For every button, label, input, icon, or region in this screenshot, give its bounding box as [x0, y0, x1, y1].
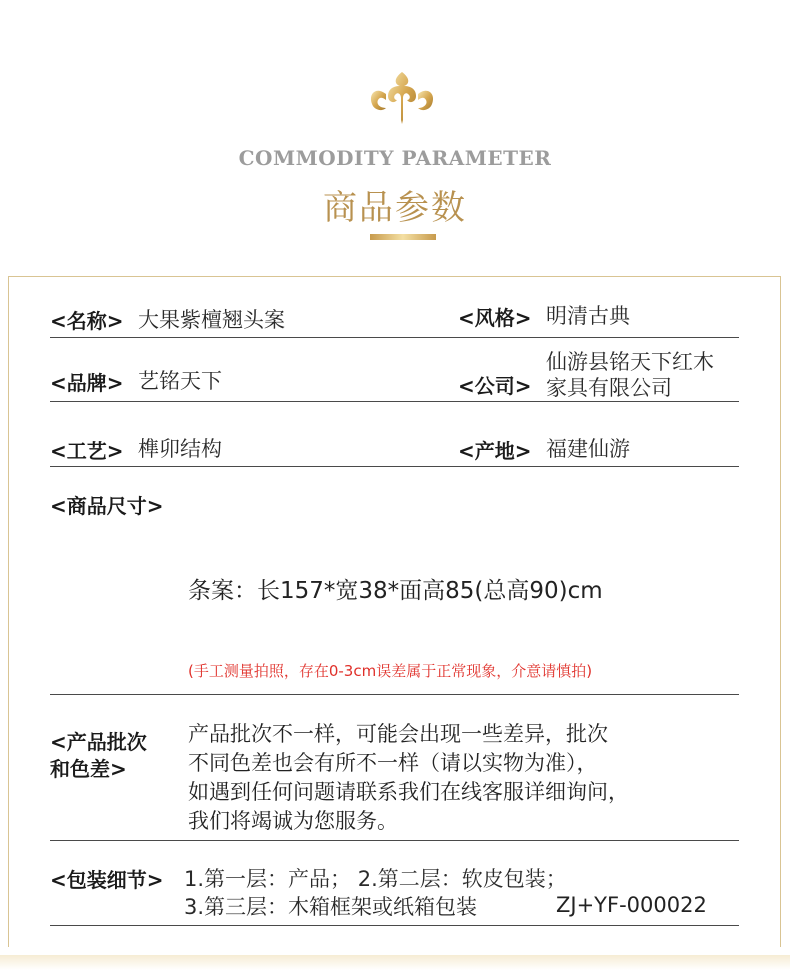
packaging-label: <包装细节>	[50, 868, 164, 892]
name-value: 大果紫檀翘头案	[138, 308, 285, 332]
origin-value: 福建仙游	[546, 437, 630, 461]
brand-value: 艺铭天下	[138, 369, 222, 393]
size-label: <商品尺寸>	[50, 494, 164, 518]
brand-label: <品牌>	[50, 371, 124, 395]
batch-paragraph	[188, 720, 629, 836]
english-section-title: COMMODITY PARAMETER	[238, 146, 552, 170]
company-value-line1: 仙游县铭天下红木	[546, 350, 714, 374]
batch-line: 如遇到任何问题请联系我们在线客服详细询问，	[188, 780, 629, 804]
craft-label: <工艺>	[50, 439, 124, 463]
row-divider	[50, 401, 739, 402]
batch-line: 我们将竭诚为您服务。	[188, 809, 398, 833]
batch-line: 产品批次不一样，可能会出现一些差异，批次	[188, 722, 608, 746]
measurement-note: (手工测量拍照，存在0-3cm误差属于正常现象，介意请慎拍)	[188, 662, 593, 680]
origin-label: <产地>	[458, 439, 532, 463]
company-label: <公司>	[458, 374, 532, 398]
company-value-line2: 家具有限公司	[546, 376, 672, 400]
packaging-line1: 1.第一层：产品； 2.第二层：软皮包装；	[184, 867, 567, 891]
title-underline	[370, 234, 436, 240]
chinese-section-title: 商品参数	[323, 188, 467, 228]
batch-line: 不同色差也会有所不一样（请以实物为准），	[188, 751, 598, 775]
size-text: 条案：长157*宽38*面高85(总高90)cm	[188, 578, 603, 604]
frame-bottom-shade	[0, 955, 790, 970]
name-label: <名称>	[50, 309, 124, 333]
style-label: <风格>	[458, 306, 532, 330]
craft-value: 榫卯结构	[138, 437, 222, 461]
row-divider	[50, 925, 739, 926]
style-value: 明清古典	[546, 304, 630, 328]
batch-label-line1: <产品批次	[50, 730, 147, 754]
row-divider	[50, 337, 739, 338]
row-divider	[50, 840, 739, 841]
row-divider	[50, 694, 739, 695]
product-code: ZJ+YF-000022	[556, 893, 707, 917]
gold-ornament-icon	[364, 70, 440, 126]
row-divider	[50, 466, 739, 467]
batch-label-line2: 和色差>	[50, 757, 127, 781]
packaging-line2: 3.第三层：木箱框架或纸箱包装	[184, 895, 478, 919]
